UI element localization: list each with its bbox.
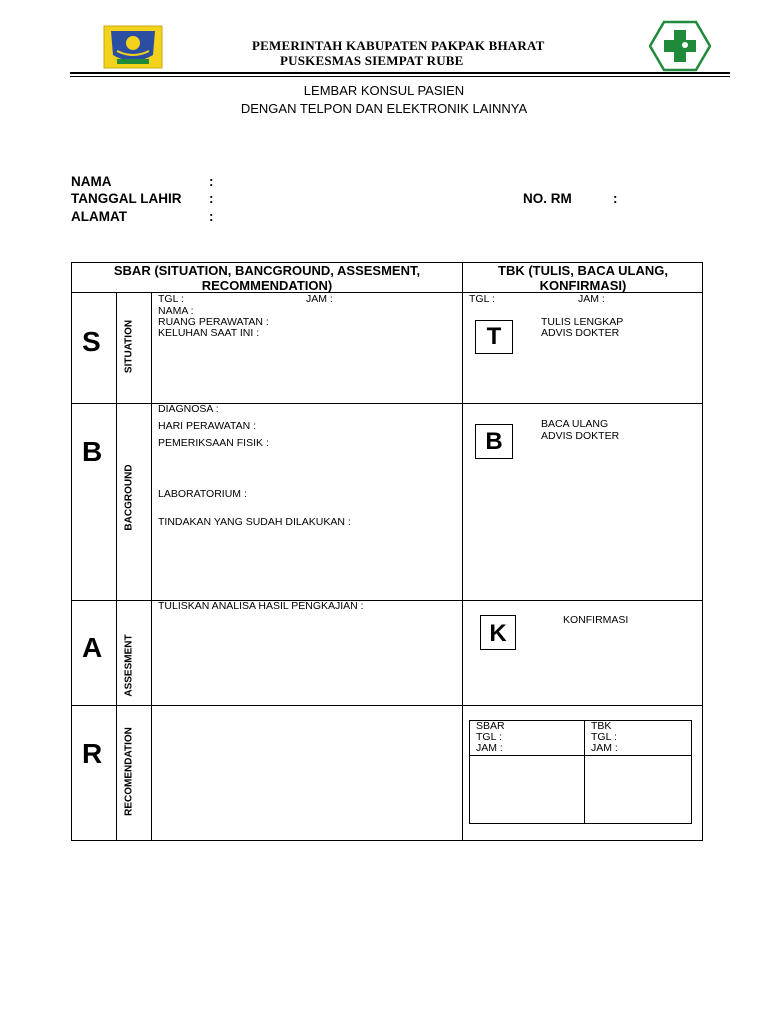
nama-colon: :	[209, 174, 214, 189]
b-laboratorium: LABORATORIUM :	[158, 488, 247, 500]
puskesmas-name: PUSKESMAS SIEMPAT RUBE	[280, 53, 464, 68]
s-jam: JAM :	[306, 293, 333, 305]
letter-r: R	[82, 738, 103, 769]
inner-sbar-tgl: TGL :	[476, 731, 502, 743]
header-rule-thin	[70, 76, 730, 77]
a-analisa: TULISKAN ANALISA HASIL PENGKAJIAN :	[158, 600, 364, 612]
no-rm-label: NO. RM	[523, 191, 572, 206]
document-title-1: LEMBAR KONSUL PASIEN	[303, 83, 465, 98]
tanggal-lahir-label: TANGGAL LAHIR	[71, 191, 182, 206]
t-line-1: TULIS LENGKAP	[541, 316, 624, 328]
b-right-line-2: ADVIS DOKTER	[541, 430, 620, 442]
signature-box-divider	[584, 720, 585, 824]
row-divider-a	[71, 705, 703, 706]
s-keluhan: KELUHAN SAAT INI :	[158, 327, 260, 339]
tbk-letter-k: K	[480, 615, 516, 650]
b-tindakan: TINDAKAN YANG SUDAH DILAKUKAN :	[158, 516, 351, 528]
t-jam: JAM :	[578, 293, 605, 305]
vertical-label-column-divider	[151, 292, 152, 841]
column-divider	[462, 262, 463, 841]
vertical-label-assesment: ASSESMENT	[123, 634, 135, 697]
alamat-label: ALAMAT	[71, 209, 127, 224]
t-line-2: ADVIS DOKTER	[541, 327, 620, 339]
alamat-colon: :	[209, 209, 214, 224]
health-center-cross-logo	[649, 20, 711, 72]
government-name: PEMERINTAH KABUPATEN PAKPAK BHARAT	[252, 38, 545, 53]
letter-b: B	[82, 436, 103, 467]
nama-label: NAMA	[71, 174, 112, 189]
vertical-label-recomendation: RECOMENDATION	[123, 727, 135, 816]
inner-sbar-jam: JAM :	[476, 742, 503, 754]
s-nama: NAMA :	[158, 305, 194, 317]
vertical-label-situation: SITUATION	[123, 319, 135, 374]
s-ruang-perawatan: RUANG PERAWATAN :	[158, 316, 269, 328]
inner-tbk-label: TBK	[591, 720, 612, 732]
b-right-line-1: BACA ULANG	[541, 418, 609, 430]
header-rule-thick	[70, 72, 730, 74]
b-diagnosa: DIAGNOSA :	[158, 403, 219, 415]
inner-tbk-jam: JAM :	[591, 742, 618, 754]
letter-s: S	[82, 326, 101, 357]
letter-a: A	[82, 632, 103, 663]
inner-sbar-label: SBAR	[476, 720, 505, 732]
tanggal-lahir-colon: :	[209, 191, 214, 206]
b-hari-perawatan: HARI PERAWATAN :	[158, 420, 257, 432]
no-rm-colon: :	[613, 191, 618, 206]
sbar-tbk-signature-box	[469, 720, 692, 824]
tbk-header: TBK (TULIS, BACA ULANG, KONFIRMASI)	[498, 263, 668, 293]
b-pemeriksaan-fisik: PEMERIKSAAN FISIK :	[158, 437, 269, 449]
t-tgl: TGL :	[469, 293, 495, 305]
tbk-letter-t: T	[475, 320, 513, 354]
inner-tbk-tgl: TGL :	[591, 731, 617, 743]
signature-box-row-divider	[469, 755, 692, 756]
document-title-2: DENGAN TELPON DAN ELEKTRONIK LAINNYA	[240, 101, 528, 116]
s-tgl: TGL :	[158, 293, 184, 305]
sbar-header: SBAR (SITUATION, BANCGROUND, ASSESMENT, RECOMMENDATION)	[113, 263, 421, 293]
k-konfirmasi: KONFIRMASI	[563, 614, 629, 626]
letter-column-divider	[116, 292, 117, 841]
tbk-letter-b: B	[475, 424, 513, 459]
vertical-label-background: BACGROUND	[123, 464, 135, 531]
regency-crest-logo	[103, 25, 163, 69]
